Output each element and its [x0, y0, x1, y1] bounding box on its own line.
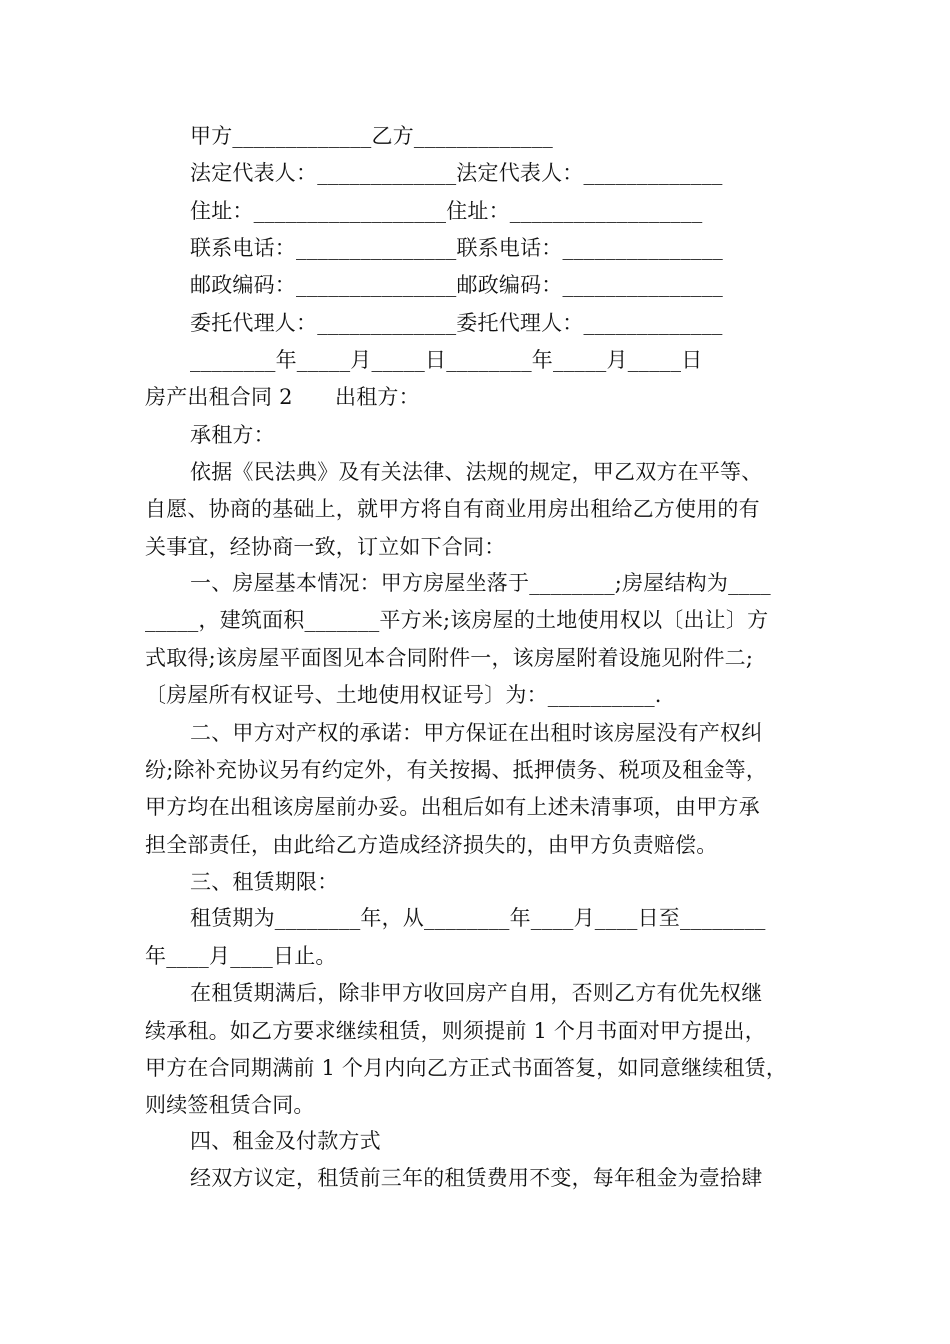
clause-3-heading: 三、租赁期限：	[190, 870, 339, 894]
clause-2-line-1: 二、甲方对产权的承诺：甲方保证在出租时该房屋没有产权纠	[190, 721, 763, 745]
clause-2-line-4: 担全部责任，由此给乙方造成经济损失的，由甲方负责赔偿。	[145, 833, 718, 857]
clause-1-line-4: 〔房屋所有权证号、土地使用权证号〕为：__________.	[145, 683, 662, 707]
legal-representative-line: 法定代表人：_____________法定代表人：_____________	[190, 161, 723, 185]
contract-title-line: 房产出租合同 2 出租方：	[145, 385, 420, 409]
preamble-line-2: 自愿、协商的基础上，就甲方将自有商业用房出租给乙方使用的有	[145, 497, 760, 521]
party-names-line: 甲方_____________乙方_____________	[190, 124, 553, 148]
renewal-line-1: 在租赁期满后，除非甲方收回房产自用，否则乙方有优先权继	[190, 981, 763, 1005]
renewal-line-2: 续承租。如乙方要求继续租赁，则须提前 1 个月书面对甲方提出，	[145, 1019, 766, 1043]
clause-1-line-3: 式取得;该房屋平面图见本合同附件一，该房屋附着设施见附件二;	[145, 646, 754, 670]
preamble-line-3: 关事宜，经协商一致，订立如下合同：	[145, 535, 506, 559]
date-line: ________年_____月_____日________年_____月_____日	[190, 348, 703, 372]
lessee-line: 承租方：	[190, 423, 275, 447]
clause-1-line-2: _____，建筑面积_______平方米;该房屋的土地使用权以〔出让〕方	[145, 608, 769, 632]
clause-2-line-3: 甲方均在出租该房屋前办妥。出租后如有上述未清事项，由甲方承	[145, 795, 760, 819]
clause-1-line-1: 一、房屋基本情况：甲方房屋坐落于________;房屋结构为____	[190, 571, 771, 595]
clause-2-line-2: 纷;除补充协议另有约定外，有关按揭、抵押债务、税项及租金等，	[145, 758, 768, 782]
clause-4-line-1: 经双方议定，租赁前三年的租赁费用不变，每年租金为壹拾肆	[190, 1166, 763, 1190]
clause-3-term-line-2: 年____月____日止。	[145, 944, 337, 968]
clause-3-term-line-1: 租赁期为________年，从________年____月____日至________	[190, 906, 766, 930]
preamble-line-1: 依据《民法典》及有关法律、法规的规定，甲乙双方在平等、	[190, 460, 763, 484]
renewal-line-4: 则续签租赁合同。	[145, 1093, 315, 1117]
renewal-line-3: 甲方在合同期满前 1 个月内向乙方正式书面答复，如同意继续租赁，	[145, 1056, 788, 1080]
clause-4-heading: 四、租金及付款方式	[190, 1129, 381, 1153]
address-line: 住址：__________________住址：__________________	[190, 199, 703, 223]
postal-code-line: 邮政编码：_______________邮政编码：_______________	[190, 273, 723, 297]
agent-line: 委托代理人：_____________委托代理人：_____________	[190, 311, 723, 335]
phone-line: 联系电话：_______________联系电话：_______________	[190, 236, 723, 260]
